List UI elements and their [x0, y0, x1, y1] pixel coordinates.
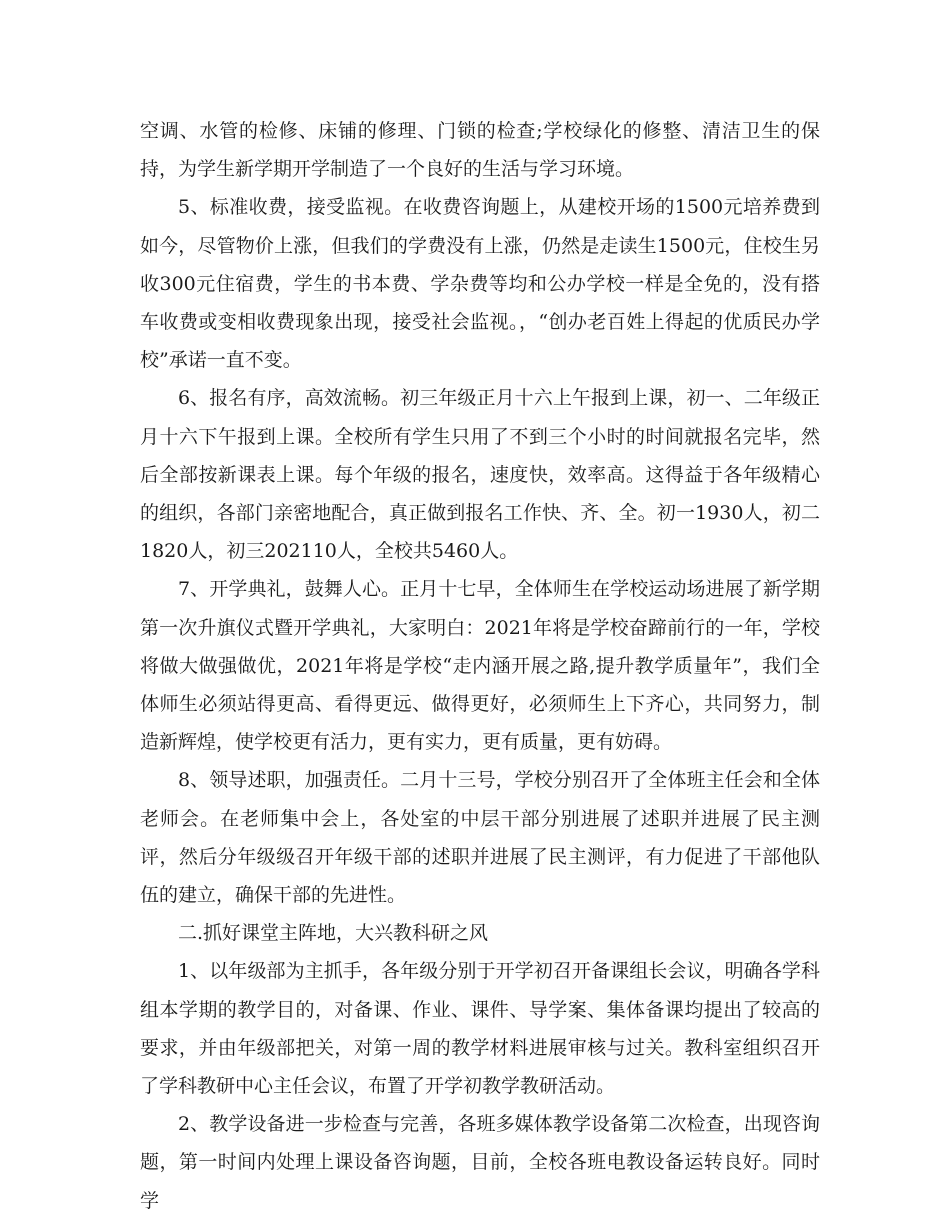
paragraph: 8、领导述职，加强责任。二月十三号，学校分别召开了全体班主任会和全体老师会。在老师集中会上，各处室的中层干部分别进展了述职并进展了民主测评，然后分年级级召开年级干部的述职并进展了民主测评，有力促进了干部他队伍的建立，确保干部的先进性。: [140, 769, 820, 907]
paragraph: 6、报名有序，高效流畅。初三年级正月十六上午报到上课，初一、二年级正月十六下午报到上课。全校所有学生只用了不到三个小时的时间就报名完毕，然后全部按新课表上课。每个年级的报名，速度快，效率高。这得益于各年级精心的组织，各部门亲密地配合，真正做到报名工作快、齐、全。初一1930人，初二1820人，初三202110人，全校共5460人。: [140, 387, 820, 563]
paragraph: 2、教学设备进一步检查与完善，各班多媒体教学设备第二次检查，出现咨询题，第一时间内处理上课设备咨询题，目前，全校各班电教设备运转良好。同时学: [140, 1113, 820, 1212]
paragraph: 7、开学典礼，鼓舞人心。正月十七早，全体师生在学校运动场进展了新学期第一次升旗仪式暨开学典礼，大家明白：2021年将是学校奋蹄前行的一年，学校将做大做强做优，2021年将是学校“走内涵开展之路,提升教学质量年”，我们全体师生必须站得更高、看得更远、做得更好，必须师生上下齐心，共同努力，制造新辉煌，使学校更有活力，更有实力，更有质量，更有妨碍。: [140, 578, 820, 754]
paragraph: 空调、水管的检修、床铺的修理、门锁的检查;学校绿化的修整、清洁卫生的保持，为学生新学期开学制造了一个良好的生活与学习环境。: [140, 120, 820, 181]
section-heading: 二.抓好课堂主阵地，大兴教科研之风: [178, 922, 489, 945]
paragraph: 1、以年级部为主抓手，各年级分别于开学初召开备课组长会议，明确各学科组本学期的教学目的，对备课、作业、课件、导学案、集体备课均提出了较高的要求，并由年级部把关，对第一周的教学材料进展审核与过关。教科室组织召开了学科教研中心主任会议，布置了开学初教学教研活动。: [140, 960, 820, 1098]
paragraph: 5、标准收费，接受监视。在收费咨询题上，从建校开场的1500元培养费到如今，尽管物价上涨，但我们的学费没有上涨，仍然是走读生1500元，住校生另收300元住宿费，学生的书本费、学杂费等均和公办学校一样是全免的，没有搭车收费或变相收费现象出现，接受社会监视。，“创办老百姓上得起的优质民办学校”承诺一直不变。: [140, 196, 820, 372]
document-body: [140, 112, 820, 1220]
